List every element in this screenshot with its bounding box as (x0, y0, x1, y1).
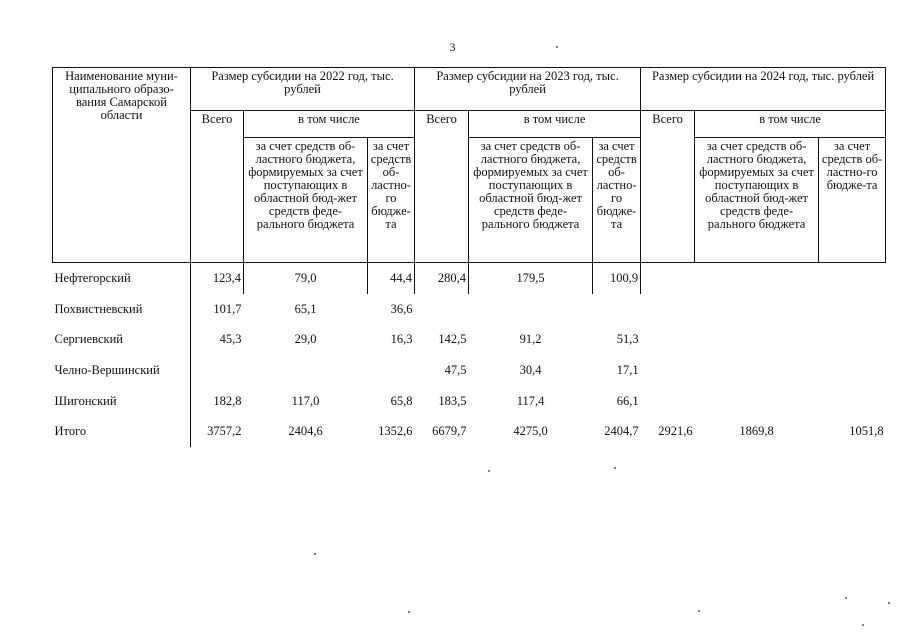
value-cell: 4275,0 (513, 424, 548, 439)
table-row (53, 294, 886, 325)
value-cell: 182,8 (213, 393, 242, 408)
value-cell (641, 294, 695, 325)
value-cell: 3757,2 (207, 424, 242, 439)
scan-speck (488, 470, 490, 472)
value-cell: 117,0 (291, 393, 320, 408)
value-cell (819, 324, 886, 355)
value-cell: 2921,6 (658, 424, 693, 439)
municipality-name: Сергиевский (53, 324, 191, 355)
table-row (53, 355, 886, 386)
including-header-2024: в том числе (695, 111, 886, 138)
municipality-name: Нефтегорский (53, 263, 191, 294)
value-cell: 142,5 (438, 332, 467, 347)
value-cell (695, 294, 819, 325)
regional-source-header-2024: за счет средств об-ластно-го бюдже-та (819, 138, 886, 263)
value-cell: 101,7 (213, 301, 242, 316)
value-cell (819, 355, 886, 386)
year-2024-header: Размер субсидии на 2024 год, тыс. рублей (641, 68, 886, 111)
including-header-2023: в том числе (469, 111, 641, 138)
value-cell: 179,5 (469, 263, 593, 294)
value-cell (641, 386, 695, 417)
table-row-total (53, 416, 886, 447)
value-cell (695, 263, 819, 294)
scan-speck (862, 624, 864, 626)
value-cell: 1869,8 (739, 424, 774, 439)
municipality-name: Итого (53, 416, 191, 447)
value-cell (641, 263, 695, 294)
value-cell: 51,3 (616, 332, 639, 347)
table-row (53, 263, 886, 294)
value-cell: 2404,7 (604, 424, 639, 439)
value-cell: 66,1 (616, 393, 639, 408)
municipality-name: Похвистневский (53, 294, 191, 325)
value-cell (695, 324, 819, 355)
municipality-name: Шигонский (53, 386, 191, 417)
value-cell: 183,5 (438, 393, 467, 408)
value-cell: 1051,8 (849, 424, 884, 439)
year-2023-header: Размер субсидии на 2023 год, тыс. рублей (415, 68, 641, 111)
table-row (53, 386, 886, 417)
page-number: 3 (449, 40, 456, 54)
value-cell: 117,4 (516, 393, 545, 408)
value-cell: 91,2 (519, 332, 542, 347)
value-cell: 36,6 (390, 301, 413, 316)
value-cell: 65,8 (390, 393, 413, 408)
regional-source-header-2022: за счет средств об-ластно-го бюдже-та (368, 138, 415, 263)
federal-source-header-2022: за счет средств об-ластного бюджета, формируемых за счет поступающих в областной бюд-жет средств феде-рального бюджета (244, 138, 368, 263)
regional-source-header-2023: за счет средств об-ластно-го бюдже-та (593, 138, 641, 263)
municipality-name: Челно-Вершинский (53, 355, 191, 386)
scan-speck (314, 553, 316, 555)
value-cell (695, 355, 819, 386)
scan-speck (614, 467, 616, 469)
value-cell (819, 294, 886, 325)
scan-speck (888, 602, 890, 604)
value-cell: 1352,6 (378, 424, 413, 439)
value-cell: 123,4 (191, 263, 244, 294)
value-cell: 17,1 (616, 362, 639, 377)
scan-speck (845, 597, 847, 599)
value-cell (641, 355, 695, 386)
value-cell (191, 355, 244, 386)
year-2022-header: Размер субсидии на 2022 год, тыс. рублей (191, 68, 415, 111)
scan-speck (556, 46, 558, 48)
value-cell (469, 294, 593, 325)
scan-speck (408, 611, 410, 613)
total-header-2022: Всего (191, 111, 244, 263)
value-cell (593, 294, 641, 325)
subsidy-table (52, 67, 886, 447)
value-cell: 6679,7 (432, 424, 467, 439)
value-cell: 30,4 (519, 362, 542, 377)
federal-source-header-2024: за счет средств об-ластного бюджета, формируемых за счет поступающих в областной бюд-жет средств феде-рального бюджета (695, 138, 819, 263)
value-cell (641, 324, 695, 355)
value-cell (415, 294, 469, 325)
table-row (53, 324, 886, 355)
value-cell: 16,3 (390, 332, 413, 347)
value-cell: 44,4 (368, 263, 415, 294)
value-cell: 29,0 (294, 332, 317, 347)
value-cell: 45,3 (219, 332, 242, 347)
value-cell (368, 355, 415, 386)
value-cell: 47,5 (444, 362, 467, 377)
value-cell (244, 355, 368, 386)
federal-source-header-2023: за счет средств об-ластного бюджета, формируемых за счет поступающих в областной бюд-жет средств феде-рального бюджета (469, 138, 593, 263)
municipality-header: Наименование муни-ципального образо-вания Самарской области (53, 68, 191, 263)
value-cell: 2404,6 (288, 424, 323, 439)
value-cell: 280,4 (415, 263, 469, 294)
including-header-2022: в том числе (244, 111, 415, 138)
value-cell (819, 386, 886, 417)
value-cell: 100,9 (593, 263, 641, 294)
total-header-2023: Всего (415, 111, 469, 263)
value-cell (819, 263, 886, 294)
value-cell (695, 386, 819, 417)
value-cell: 65,1 (294, 301, 317, 316)
value-cell: 79,0 (244, 263, 368, 294)
scan-speck (698, 610, 700, 612)
total-header-2024: Всего (641, 111, 695, 263)
